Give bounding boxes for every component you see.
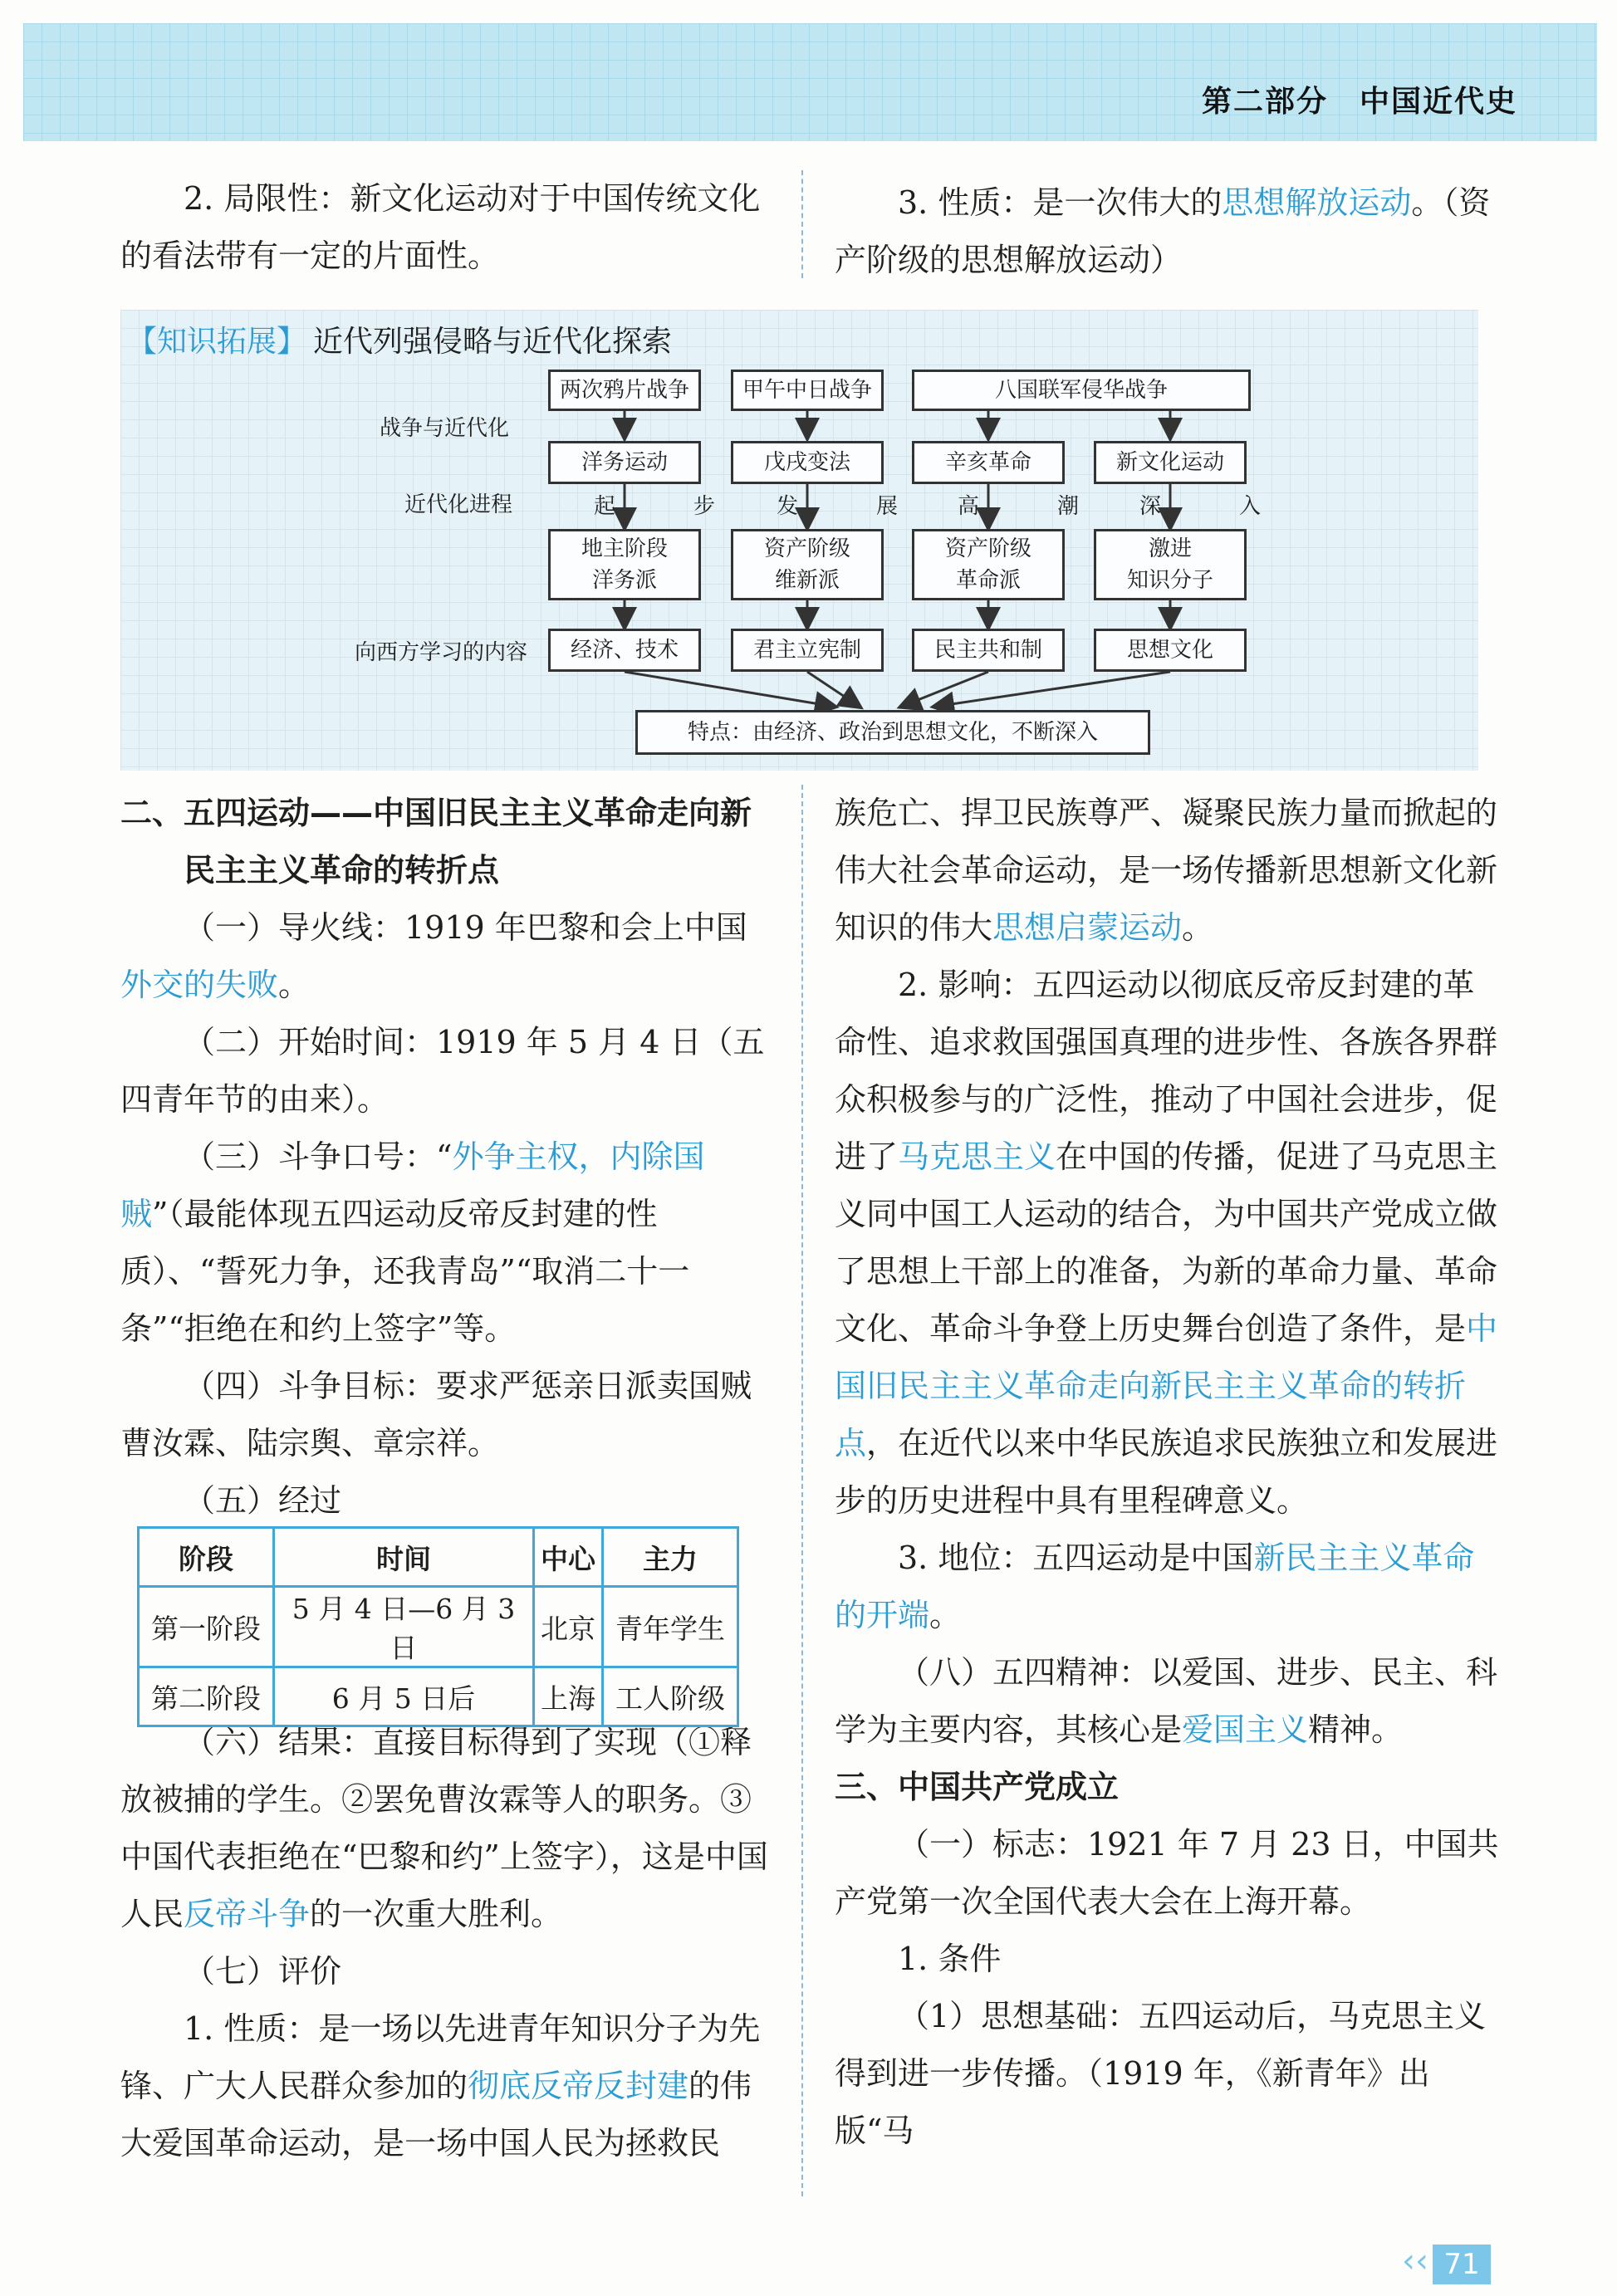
movement-box: 辛亥革命 xyxy=(912,441,1065,484)
feature-box: 特点：由经济、政治到思想文化，不断深入 xyxy=(635,710,1150,755)
column-divider xyxy=(801,785,803,2196)
paragraph: （二）开始时间：1919 年 5 月 4 日（五四青年节的由来）。 xyxy=(120,1024,765,1118)
page-number: 71 xyxy=(1433,2245,1491,2284)
knowledge-box xyxy=(120,310,1478,771)
highlight-term: 思想解放运动 xyxy=(1222,184,1412,221)
highlight-term: 中国旧民主主义革命走向新民主主义革命的转折点 xyxy=(835,1310,1498,1461)
content-box: 思想文化 xyxy=(1094,629,1247,672)
paragraph: 族危亡、捍卫民族尊严、凝聚民族力量而掀起的伟大社会革命运动，是一场传播新思想新文化新知识的伟大思想启蒙运动。 xyxy=(835,795,1498,946)
row-label-content: 向西方学习的内容 xyxy=(355,640,528,665)
stage-label: 起 步 xyxy=(594,494,744,519)
highlight-term: 外争主权，内除国贼 xyxy=(120,1138,705,1232)
paragraph: 1. 性质：是一场以先进青年知识分子为先锋、广大人民群众参加的彻底反帝反封建的伟大爱国革命运动，是一场中国人民为拯救民 xyxy=(120,2010,761,2161)
paragraph: （一）标志：1921 年 7 月 23 日，中国共产党第一次全国代表大会在上海开幕。 xyxy=(835,1826,1499,1920)
knowledge-title: 近代列强侵略与近代化探索 xyxy=(313,325,673,359)
stage-label: 深 入 xyxy=(1139,494,1290,519)
limitation-paragraph: 2. 局限性：新文化运动对于中国传统文化的看法带有一定的片面性。 xyxy=(120,180,761,274)
highlight-term: 爱国主义 xyxy=(1182,1711,1309,1748)
left-top-column xyxy=(120,170,768,285)
row-label-war: 战争与近代化 xyxy=(380,416,510,441)
highlight-term: 新民主主义革命的开端 xyxy=(835,1540,1475,1633)
paragraph: （1）思想基础：五四运动后，马克思主义得到进一步传播。（1919 年，《新青年》出版“马 xyxy=(835,1998,1487,2149)
section-2-title: 二、五四运动——中国旧民主主义革命走向新民主主义革命的转折点 xyxy=(120,795,752,889)
content-box: 君主立宪制 xyxy=(731,629,884,672)
nature-paragraph: 3. 性质：是一次伟大的思想解放运动。（资产阶级的思想解放运动） xyxy=(835,184,1491,278)
stage-label: 高 潮 xyxy=(958,494,1108,519)
paragraph: 2. 影响：五四运动以彻底反帝反封建的革命性、追求救国强国真理的进步性、各族各界群众积极参与的广泛性，推动了中国社会进步，促进了马克思主义在中国的传播，促进了马克思主义同中国工人运动的结合，为中国共产党成立做了思想上干部上的准备，为新的革命力量、革命文化、革命斗争登上历史舞台创造了条件，是中国旧民主主义革命走向新民主主义革命的转折点，在近代以来中华民族追求民族独立和发展进步的历史进程中具有里程碑意义。 xyxy=(835,967,1498,1519)
paragraph: （三）斗争口号：“外争主权，内除国贼”（最能体现五四运动反帝反封建的性质）、“誓死力争，还我青岛”“取消二十一条”“拒绝在和约上签字”等。 xyxy=(120,1138,705,1347)
paragraph: （一）导火线：1919 年巴黎和会上中国外交的失败。 xyxy=(120,909,747,1003)
group-box: 资产阶级 革命派 xyxy=(912,529,1065,600)
war-box: 八国联军侵华战争 xyxy=(912,370,1251,411)
content-box: 民主共和制 xyxy=(912,629,1065,672)
highlight-term: 外交的失败 xyxy=(120,967,279,1003)
paragraph: （八）五四精神：以爱国、进步、民主、科学为主要内容，其核心是爱国主义精神。 xyxy=(835,1654,1498,1748)
paragraph: （七）评价 xyxy=(184,1953,342,1990)
movement-box: 洋务运动 xyxy=(548,441,701,484)
war-box: 两次鸦片战争 xyxy=(548,370,701,411)
paragraph: （四）斗争目标：要求严惩亲日派卖国贼曹汝霖、陆宗舆、章宗祥。 xyxy=(120,1368,752,1461)
table-header-row: 阶段 时间 中心 主力 xyxy=(139,1528,738,1587)
group-box: 资产阶级 维新派 xyxy=(731,529,884,600)
left-column xyxy=(120,785,772,2172)
row-label-process: 近代化进程 xyxy=(404,492,513,517)
section-3-title: 三、中国共产党成立 xyxy=(835,1769,1120,1805)
group-box: 地主阶段 洋务派 xyxy=(548,529,701,600)
column-divider xyxy=(801,170,803,278)
highlight-term: 马克思主义 xyxy=(898,1138,1056,1175)
table-row: 第一阶段 5 月 4 日—6 月 3 日 北京 青年学生 xyxy=(139,1587,738,1667)
group-box: 激进 知识分子 xyxy=(1094,529,1247,600)
stage-label: 发 展 xyxy=(777,494,927,519)
paragraph: （五）经过 xyxy=(184,1482,342,1519)
paragraph: （六）结果：直接目标得到了实现（①释放被捕的学生。②罢免曹汝霖等人的职务。③中国代表拒绝在“巴黎和约”上签字），这是中国人民反帝斗争的一次重大胜利。 xyxy=(120,1724,768,1932)
highlight-term: 思想启蒙运动 xyxy=(992,909,1183,946)
right-top-column xyxy=(835,174,1499,289)
stage-table xyxy=(137,1526,739,1727)
highlight-term: 反帝斗争 xyxy=(184,1896,311,1932)
movement-box: 戊戌变法 xyxy=(731,441,884,484)
content-box: 经济、技术 xyxy=(548,629,701,672)
right-column xyxy=(835,785,1499,2160)
paragraph: 1. 条件 xyxy=(898,1941,1002,1977)
paragraph: 3. 地位：五四运动是中国新民主主义革命的开端。 xyxy=(835,1540,1475,1633)
highlight-term: 彻底反帝反封建 xyxy=(468,2068,689,2104)
movement-box: 新文化运动 xyxy=(1094,441,1247,484)
knowledge-tag: 【知识拓展】 xyxy=(127,325,307,359)
header-title: 第二部分 中国近代史 xyxy=(1201,85,1517,119)
chevron-left-icon: ‹‹ xyxy=(1402,2242,1428,2280)
war-box: 甲午中日战争 xyxy=(731,370,884,411)
table-row: 第二阶段 6 月 5 日后 上海 工人阶级 xyxy=(139,1667,738,1726)
